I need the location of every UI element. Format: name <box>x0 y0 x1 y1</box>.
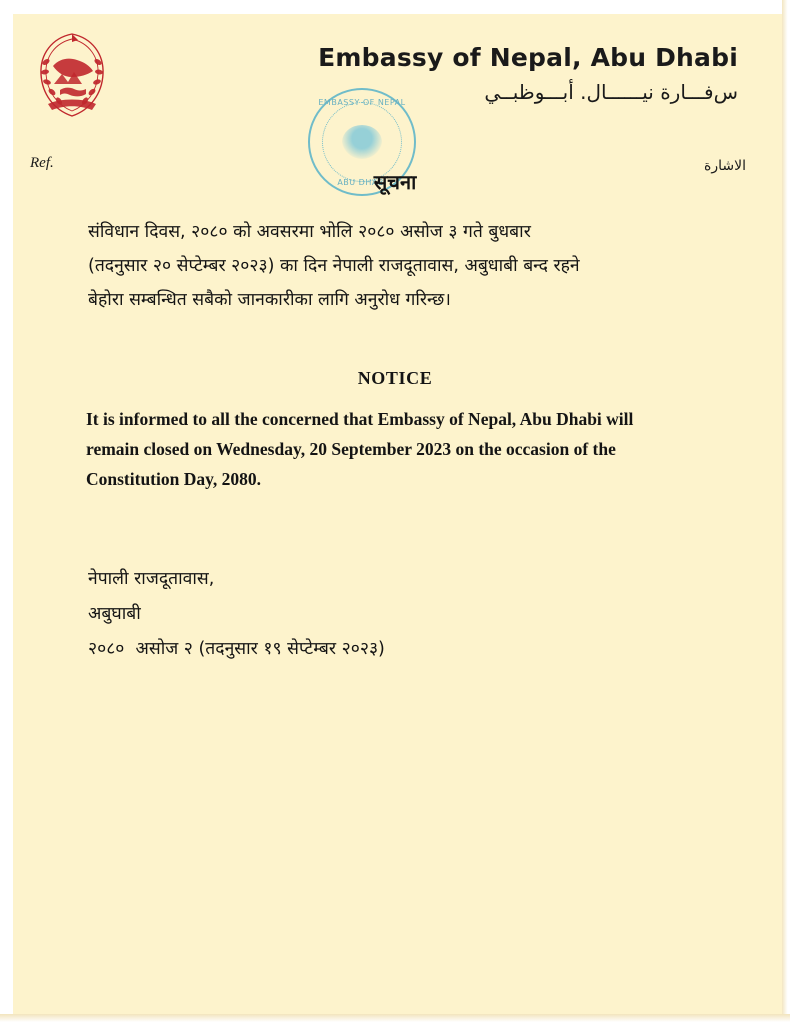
body-text-nepali <box>88 215 706 317</box>
organization-name-arabic: س‌فـــارة نيــــــال. أبـــوظبــي <box>484 79 738 104</box>
body-text-english <box>86 404 710 494</box>
signature-line-2: अबुघाबी <box>88 604 141 624</box>
body-en-line-3: Constitution Day, 2080. <box>86 469 262 490</box>
scan-edge-right <box>782 0 790 1024</box>
ishara-label-arabic: الاشارة <box>704 158 746 174</box>
body-np-line-2: (तदनुसार २० सेप्टेम्बर २०२३) का दिन नेपाली राजदूतावास, अबुधाबी बन्द रहने <box>88 256 580 277</box>
scan-edge-bottom <box>0 1014 790 1024</box>
body-np-line-3: बेहोरा सम्बन्धित सबैको जानकारीका लागि अनुरोध गरिन्छ। <box>88 290 451 311</box>
seal-top-text: EMBASSY OF NEPAL <box>318 98 406 107</box>
scan-edge-left <box>0 0 13 1024</box>
signature-block <box>88 562 385 667</box>
scan-edge-top <box>0 0 790 14</box>
signature-line-3: २०८० असोज २ (तदनुसार १९ सेप्टेम्बर २०२३) <box>88 639 385 659</box>
body-en-line-2: remain closed on Wednesday, 20 September 2023 on the occasion of the <box>86 439 616 460</box>
body-np-line-1: संविधान दिवस, २०८० को अवसरमा भोलि २०८० असोज ३ गते बुधबार <box>88 222 531 242</box>
nepal-coat-of-arms-icon <box>34 28 110 120</box>
notice-heading-english: NOTICE <box>357 368 433 388</box>
ref-label: Ref. <box>30 155 54 171</box>
page-title-nepali: सूचना <box>373 170 417 194</box>
signature-line-1: नेपाली राजदूतावास, <box>88 569 215 589</box>
organization-name-english: Embassy of Nepal, Abu Dhabi <box>318 43 738 72</box>
seal-center-emblem <box>342 125 382 159</box>
body-en-line-1: It is informed to all the concerned that Embassy of Nepal, Abu Dhabi will <box>86 409 634 429</box>
seal-bottom-text: ABU DHABI <box>337 178 387 187</box>
